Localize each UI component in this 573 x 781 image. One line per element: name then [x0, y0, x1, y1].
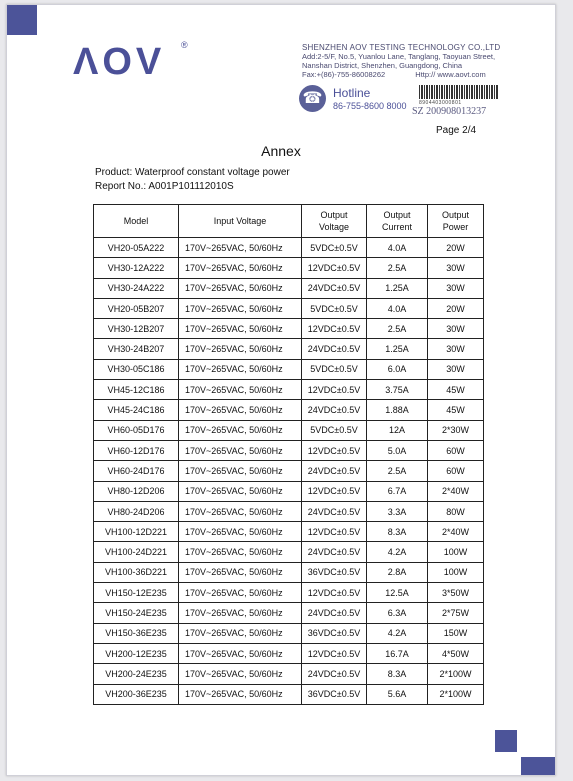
table-cell: VH60-05D176 [94, 420, 179, 440]
table-header-row [94, 205, 484, 238]
table-cell: 60W [428, 461, 484, 481]
barcode [419, 85, 499, 99]
table-cell: 170V~265VAC, 50/60Hz [179, 562, 302, 582]
table-row [94, 298, 484, 318]
table-row [94, 440, 484, 460]
table-cell: 150W [428, 623, 484, 643]
table-cell: 170V~265VAC, 50/60Hz [179, 380, 302, 400]
phone-icon: ☎ [299, 85, 326, 112]
table-cell: 2*30W [428, 420, 484, 440]
table-cell: 170V~265VAC, 50/60Hz [179, 481, 302, 501]
table-cell: VH150-24E235 [94, 603, 179, 623]
table-cell: 170V~265VAC, 50/60Hz [179, 440, 302, 460]
table-cell: 170V~265VAC, 50/60Hz [179, 238, 302, 258]
address-line: Add:2-5/F, No.5, Yuanlou Lane, Tanglang, Taoyuan Street, [302, 52, 496, 61]
table-cell: 24VDC±0.5V [302, 339, 367, 359]
company-info [302, 43, 500, 79]
company-name: SHENZHEN AOV TESTING TECHNOLOGY CO.,LTD [302, 43, 501, 52]
table-row [94, 562, 484, 582]
header-cell: Model [94, 205, 179, 238]
table-cell: 12VDC±0.5V [302, 258, 367, 278]
table-cell: 12A [367, 420, 428, 440]
table-cell: 4.2A [367, 542, 428, 562]
page-number: Page 2/4 [436, 125, 477, 136]
table-row [94, 359, 484, 379]
fax: Fax:+(86)-755-86008262 [302, 70, 386, 79]
table-row [94, 501, 484, 521]
table-cell: 12VDC±0.5V [302, 583, 367, 603]
table-cell: 12VDC±0.5V [302, 319, 367, 339]
table-cell: VH200-36E235 [94, 684, 179, 704]
table-cell: 8.3A [367, 522, 428, 542]
table-cell: 24VDC±0.5V [302, 461, 367, 481]
table-cell: 6.7A [367, 481, 428, 501]
table-cell: 170V~265VAC, 50/60Hz [179, 623, 302, 643]
table-cell: 80W [428, 501, 484, 521]
table-cell: 30W [428, 339, 484, 359]
table-cell: 170V~265VAC, 50/60Hz [179, 319, 302, 339]
sz-code: SZ 200908013237 [412, 106, 487, 117]
table-cell: 2*40W [428, 522, 484, 542]
table-row [94, 643, 484, 663]
table-cell: VH100-12D221 [94, 522, 179, 542]
table-cell: 36VDC±0.5V [302, 684, 367, 704]
table-cell: VH60-12D176 [94, 440, 179, 460]
header-text: Output Voltage [318, 210, 350, 232]
table-cell: 170V~265VAC, 50/60Hz [179, 420, 302, 440]
barcode-digits: 8904403000801 [419, 100, 462, 106]
table-cell: 24VDC±0.5V [302, 664, 367, 684]
header-text: Output Current [381, 210, 412, 232]
table-cell: 30W [428, 319, 484, 339]
table-cell: 45W [428, 380, 484, 400]
table-row [94, 238, 484, 258]
table-cell: 12VDC±0.5V [302, 643, 367, 663]
table-cell: 2*75W [428, 603, 484, 623]
table-row [94, 420, 484, 440]
table-cell: 5VDC±0.5V [302, 420, 367, 440]
table-cell: 5.0A [367, 440, 428, 460]
table-cell: 4.0A [367, 298, 428, 318]
table-cell: 5VDC±0.5V [302, 298, 367, 318]
table-cell: 36VDC±0.5V [302, 623, 367, 643]
table-cell: 12VDC±0.5V [302, 522, 367, 542]
table-cell: 170V~265VAC, 50/60Hz [179, 542, 302, 562]
document-page [6, 4, 556, 776]
table-cell: 36VDC±0.5V [302, 562, 367, 582]
table-cell: VH80-24D206 [94, 501, 179, 521]
table-row [94, 319, 484, 339]
table-cell: 20W [428, 298, 484, 318]
page-title: Annex [261, 143, 301, 159]
product-line: Product: Waterproof constant voltage power [95, 167, 290, 178]
address-line: Nanshan District, Shenzhen, Guangdong, China [302, 61, 463, 70]
table-cell: 2.8A [367, 562, 428, 582]
header-cell: Input Voltage [179, 205, 302, 238]
registered-mark: ® [181, 40, 188, 50]
table-row [94, 603, 484, 623]
table-row [94, 461, 484, 481]
table-cell: 5VDC±0.5V [302, 359, 367, 379]
table-row [94, 623, 484, 643]
company-logo: ΛOV [73, 41, 166, 83]
table-cell: 6.0A [367, 359, 428, 379]
table-cell: 24VDC±0.5V [302, 542, 367, 562]
table-cell: VH20-05A222 [94, 238, 179, 258]
table-row [94, 339, 484, 359]
corner-mark [521, 757, 555, 775]
table-row [94, 684, 484, 704]
table-cell: 3.3A [367, 501, 428, 521]
hotline-label: Hotline [333, 86, 371, 100]
table-cell: 2*100W [428, 684, 484, 704]
hotline-number: 86-755-8600 8000 [333, 101, 407, 111]
table-cell: 170V~265VAC, 50/60Hz [179, 278, 302, 298]
table-cell: 170V~265VAC, 50/60Hz [179, 684, 302, 704]
table-cell: VH45-12C186 [94, 380, 179, 400]
table-cell: VH30-24B207 [94, 339, 179, 359]
header-cell [302, 205, 367, 238]
table-cell: 170V~265VAC, 50/60Hz [179, 501, 302, 521]
table-cell: 45W [428, 400, 484, 420]
table-cell: 24VDC±0.5V [302, 603, 367, 623]
table-cell: 4*50W [428, 643, 484, 663]
table-cell: 2*40W [428, 481, 484, 501]
table-cell: VH100-36D221 [94, 562, 179, 582]
table-cell: 170V~265VAC, 50/60Hz [179, 664, 302, 684]
table-cell: 24VDC±0.5V [302, 278, 367, 298]
spec-table [93, 204, 484, 705]
table-cell: 12.5A [367, 583, 428, 603]
table-cell: VH80-12D206 [94, 481, 179, 501]
table-cell: VH60-24D176 [94, 461, 179, 481]
table-cell: 3.75A [367, 380, 428, 400]
table-cell: 60W [428, 440, 484, 460]
table-cell: 12VDC±0.5V [302, 440, 367, 460]
table-cell: 170V~265VAC, 50/60Hz [179, 522, 302, 542]
table-cell: 5.6A [367, 684, 428, 704]
contact-line [302, 70, 500, 79]
table-cell: 100W [428, 542, 484, 562]
table-cell: 170V~265VAC, 50/60Hz [179, 339, 302, 359]
table-cell: 4.2A [367, 623, 428, 643]
table-row [94, 400, 484, 420]
table-cell: 30W [428, 278, 484, 298]
table-cell: VH30-12A222 [94, 258, 179, 278]
table-cell: 170V~265VAC, 50/60Hz [179, 400, 302, 420]
table-row [94, 664, 484, 684]
header-cell [428, 205, 484, 238]
table-cell: VH30-05C186 [94, 359, 179, 379]
table-cell: VH20-05B207 [94, 298, 179, 318]
table-cell: 170V~265VAC, 50/60Hz [179, 583, 302, 603]
table-cell: 170V~265VAC, 50/60Hz [179, 603, 302, 623]
table-row [94, 542, 484, 562]
table-row [94, 481, 484, 501]
table-cell: 24VDC±0.5V [302, 400, 367, 420]
table-cell: 170V~265VAC, 50/60Hz [179, 359, 302, 379]
table-cell: 170V~265VAC, 50/60Hz [179, 258, 302, 278]
corner-mark [495, 730, 517, 752]
table-cell: 170V~265VAC, 50/60Hz [179, 461, 302, 481]
table-cell: 1.25A [367, 339, 428, 359]
table-cell: VH45-24C186 [94, 400, 179, 420]
website: Http:// www.aovt.com [415, 70, 486, 79]
table-row [94, 380, 484, 400]
table-cell: 30W [428, 258, 484, 278]
table-cell: 2.5A [367, 258, 428, 278]
table-cell: 170V~265VAC, 50/60Hz [179, 643, 302, 663]
table-cell: 20W [428, 238, 484, 258]
table-cell: 1.25A [367, 278, 428, 298]
table-cell: 30W [428, 359, 484, 379]
table-cell: 170V~265VAC, 50/60Hz [179, 298, 302, 318]
table-cell: VH30-24A222 [94, 278, 179, 298]
table-cell: 2.5A [367, 461, 428, 481]
header-cell [367, 205, 428, 238]
table-cell: VH200-12E235 [94, 643, 179, 663]
table-cell: VH150-36E235 [94, 623, 179, 643]
table-cell: 6.3A [367, 603, 428, 623]
header-text: Output Power [441, 210, 470, 232]
table-cell: 12VDC±0.5V [302, 481, 367, 501]
table-row [94, 583, 484, 603]
table-cell: 8.3A [367, 664, 428, 684]
table-cell: 1.88A [367, 400, 428, 420]
table-cell: 24VDC±0.5V [302, 501, 367, 521]
table-cell: 100W [428, 562, 484, 582]
table-cell: VH150-12E235 [94, 583, 179, 603]
table-row [94, 522, 484, 542]
table-cell: VH200-24E235 [94, 664, 179, 684]
table-cell: 2.5A [367, 319, 428, 339]
table-cell: 12VDC±0.5V [302, 380, 367, 400]
table-cell: 2*100W [428, 664, 484, 684]
report-number: Report No.: A001P101112010S [95, 181, 234, 192]
table-cell: 4.0A [367, 238, 428, 258]
table-cell: 5VDC±0.5V [302, 238, 367, 258]
table-cell: 3*50W [428, 583, 484, 603]
corner-mark [7, 5, 37, 35]
table-cell: VH30-12B207 [94, 319, 179, 339]
table-row [94, 278, 484, 298]
table-row [94, 258, 484, 278]
table-cell: 16.7A [367, 643, 428, 663]
table-cell: VH100-24D221 [94, 542, 179, 562]
